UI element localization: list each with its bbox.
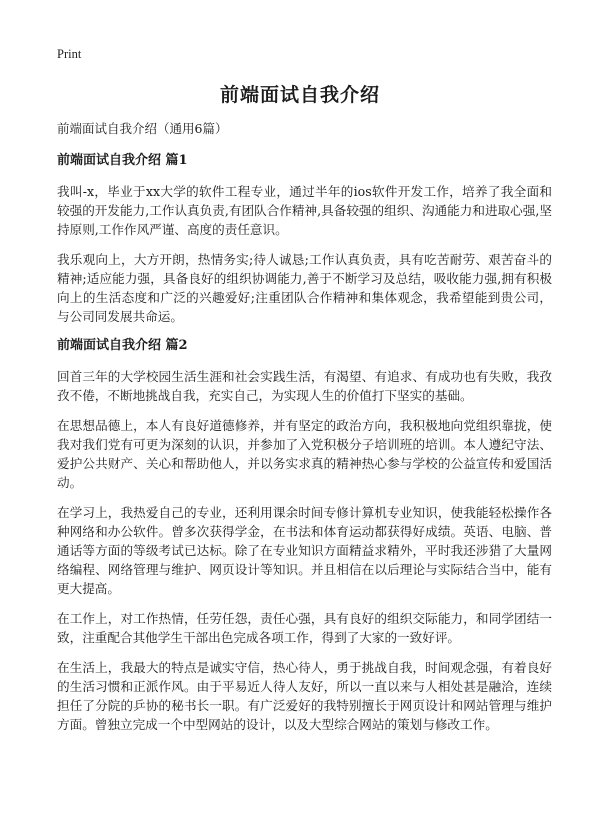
paragraph: 在工作上，对工作热情，任劳任怨，责任心强，具有良好的组织交际能力，和同学团结一致，注重配合其他学生干部出色完成各项工作，得到了大家的一致好评。 bbox=[57, 611, 552, 645]
document-body bbox=[57, 120, 552, 745]
paragraph: 我乐观向上，大方开朗，热情务实;待人诚恳;工作认真负责，具有吃苦耐劳、艰苦奋斗的精神;适应能力强，具备良好的组织协调能力,善于不断学习及总结，吸收能力强,拥有积极向上的生活态度和广泛的兴趣爱好;注重团队合作精神和集体观念，我希望能到贵公司，与公司同发展共命运。 bbox=[57, 252, 552, 324]
paragraph: 在思想品德上，本人有良好道德修养，并有坚定的政治方向，我积极地向党组织靠拢，使我对我们党有可更为深刻的认识，并参加了入党积极分子培训班的培训。本人遵纪守法、爱护公共财产、关心和帮助他人，并以务实求真的精神热心参与学校的公益宣传和爱国活动。 bbox=[57, 418, 552, 490]
paragraph: 回首三年的大学校园生活生涯和社会实践生活，有渴望、有追求、有成功也有失败，我孜孜不倦，不断地挑战自我，充实自己，为实现人生的价值打下坚实的基础。 bbox=[57, 369, 552, 403]
section-2 bbox=[57, 337, 552, 734]
section-heading: 前端面试自我介绍 篇2 bbox=[57, 338, 188, 353]
section-1 bbox=[57, 152, 552, 326]
print-link[interactable]: Print bbox=[57, 47, 82, 61]
document-subtitle: 前端面试自我介绍（通用6篇） bbox=[57, 121, 228, 136]
section-heading: 前端面试自我介绍 篇1 bbox=[57, 153, 188, 168]
document-title: 前端面试自我介绍 bbox=[219, 84, 380, 106]
paragraph: 在生活上，我最大的特点是诚实守信，热心待人，勇于挑战自我，时间观念强，有着良好的生活习惯和正派作风。由于平易近人待人友好，所以一直以来与人相处甚是融洽，连续担任了分院的乒协的秘书长一职。有广泛爱好的我特别擅长于网页设计和网站管理与维护方面。曾独立完成一个中型网站的设计，以及大型综合网站的策划与修改工作。 bbox=[57, 660, 552, 732]
paragraph: 在学习上，我热爱自己的专业，还利用课余时间专修计算机专业知识，使我能轻松操作各种网络和办公软件。曾多次获得学金，在书法和体育运动都获得好成绩。英语、电脑、普通话等方面的等级考试已达标。除了在专业知识方面精益求精外，平时我还涉猎了大量网络编程、网络管理与维护、网页设计等知识。并且相信在以后理论与实际结合当中，能有更大提高。 bbox=[57, 505, 552, 596]
paragraph: 我叫-x，毕业于xx大学的软件工程专业，通过半年的ios软件开发工作，培养了我全面和较强的开发能力,工作认真负责,有团队合作精神,具备较强的组织、沟通能力和进取心强,坚持原则,工作作风严谨、高度的责任意识。 bbox=[57, 184, 552, 237]
